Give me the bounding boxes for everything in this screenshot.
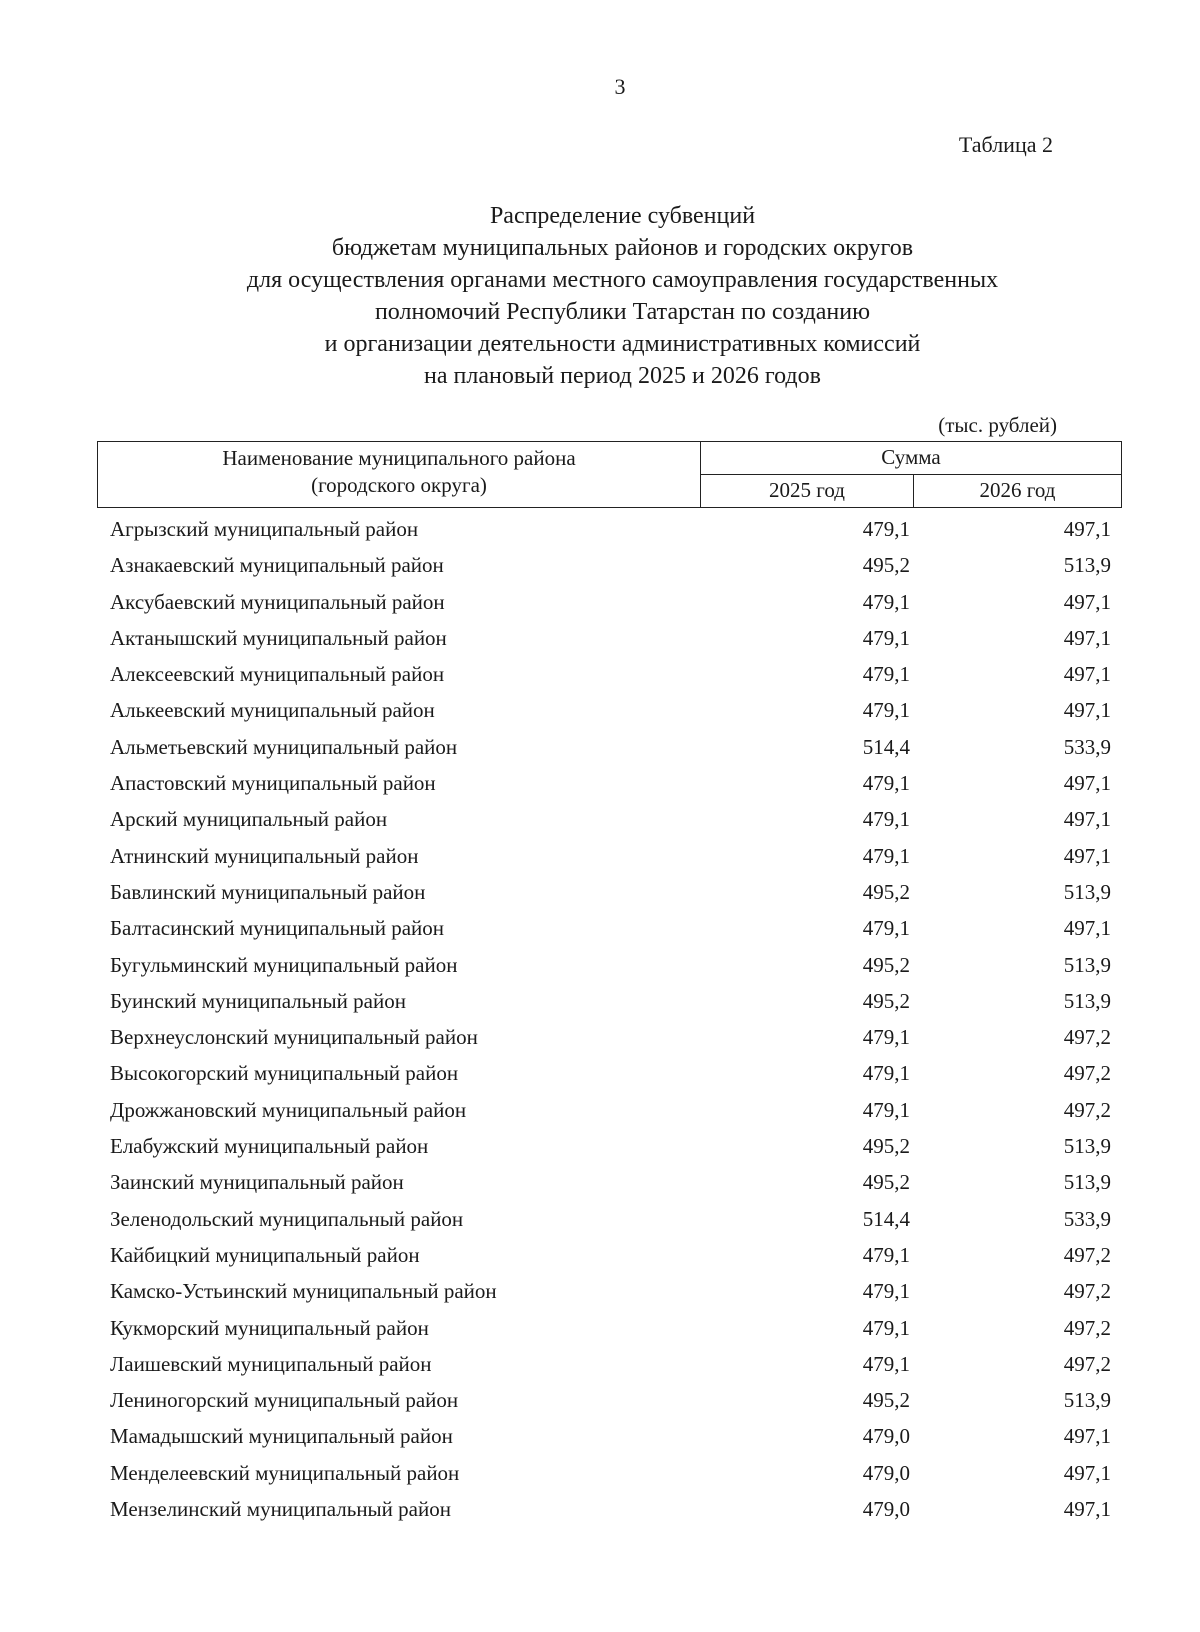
row-value-2026: 513,9 [1063, 1388, 1111, 1413]
row-name: Кукморский муниципальный район [110, 1315, 429, 1340]
table-row [0, 547, 1200, 583]
row-value-2026: 513,9 [1063, 879, 1111, 904]
table-label: Таблица 2 [958, 132, 1053, 157]
table-row [0, 1092, 1200, 1128]
row-name: Буинский муниципальный район [110, 988, 406, 1013]
table-row [0, 910, 1200, 946]
table-row [0, 1455, 1200, 1491]
row-value-2025: 495,2 [862, 952, 910, 977]
row-value-2026: 497,1 [1063, 843, 1111, 868]
table-row [0, 947, 1200, 983]
row-name: Мензелинский муниципальный район [110, 1497, 451, 1522]
row-name: Алексеевский муниципальный район [110, 662, 445, 687]
row-value-2025: 479,1 [862, 1351, 910, 1376]
header-name-line1: Наименование муниципального района [222, 446, 576, 470]
header-name-cell [98, 442, 701, 507]
table-row [0, 584, 1200, 620]
row-value-2026: 497,2 [1063, 1242, 1111, 1267]
row-value-2026: 497,1 [1063, 807, 1111, 832]
title-line: для осуществления органами местного самоуправления государственных [246, 267, 999, 293]
row-value-2025: 479,0 [862, 1497, 910, 1522]
table-row [0, 1491, 1200, 1527]
title-line: Распределение субвенций [489, 203, 756, 229]
row-value-2025: 479,1 [862, 1279, 910, 1304]
row-value-2025: 495,2 [862, 879, 910, 904]
table-row [0, 838, 1200, 874]
row-value-2026: 497,1 [1063, 1497, 1111, 1522]
row-value-2026: 533,9 [1063, 734, 1111, 759]
row-name: Атнинский муниципальный район [110, 843, 419, 868]
table-row [0, 656, 1200, 692]
table-body [0, 511, 1200, 1527]
table-row [0, 801, 1200, 837]
row-name: Арский муниципальный район [110, 807, 388, 832]
row-name: Камско-Устьинский муниципальный район [110, 1279, 497, 1304]
header-year-2025: 2025 год [701, 475, 914, 507]
row-value-2025: 479,1 [862, 662, 910, 687]
row-name: Апастовский муниципальный район [110, 771, 436, 796]
table-row [0, 1055, 1200, 1091]
row-name: Актанышский муниципальный район [110, 625, 447, 650]
row-value-2025: 479,1 [862, 1025, 910, 1050]
row-value-2026: 497,1 [1063, 916, 1111, 941]
table-row [0, 765, 1200, 801]
row-name: Высокогорский муниципальный район [110, 1061, 459, 1086]
row-value-2026: 497,1 [1063, 589, 1111, 614]
table-row [0, 1128, 1200, 1164]
header-year-2026: 2026 год [979, 478, 1056, 502]
row-value-2026: 497,1 [1063, 771, 1111, 796]
row-value-2025: 479,1 [862, 698, 910, 723]
unit-label: (тыс. рублей) [938, 413, 1057, 437]
table-header [97, 441, 1122, 508]
row-value-2025: 479,1 [862, 916, 910, 941]
row-name: Зеленодольский муниципальный район [110, 1206, 464, 1231]
row-value-2025: 479,1 [862, 843, 910, 868]
row-value-2025: 479,1 [862, 1061, 910, 1086]
row-value-2026: 497,1 [1063, 698, 1111, 723]
row-value-2025: 479,1 [862, 1097, 910, 1122]
row-name: Альметьевский муниципальный район [110, 734, 458, 759]
row-value-2026: 513,9 [1063, 1170, 1111, 1195]
row-value-2026: 497,1 [1063, 662, 1111, 687]
row-value-2025: 479,1 [862, 807, 910, 832]
table-row [0, 511, 1200, 547]
row-value-2026: 513,9 [1063, 553, 1111, 578]
row-name: Алькеевский муниципальный район [110, 698, 435, 723]
header-name-line2: (городского округа) [311, 473, 487, 497]
row-value-2026: 513,9 [1063, 952, 1111, 977]
table-row [0, 874, 1200, 910]
title-line: бюджетам муниципальных районов и городских округов [331, 235, 914, 261]
row-name: Агрызский муниципальный район [110, 517, 419, 541]
table-row [0, 729, 1200, 765]
table-row [0, 1346, 1200, 1382]
row-name: Балтасинский муниципальный район [110, 916, 445, 941]
row-value-2025: 479,1 [862, 589, 910, 614]
table-row [0, 1382, 1200, 1418]
row-value-2026: 497,2 [1063, 1279, 1111, 1304]
row-name: Аксубаевский муниципальный район [110, 589, 445, 614]
row-name: Бавлинский муниципальный район [110, 879, 426, 904]
row-value-2025: 514,4 [862, 1206, 910, 1231]
row-value-2026: 497,2 [1063, 1315, 1111, 1340]
document-title [150, 200, 1095, 392]
row-value-2026: 513,9 [1063, 988, 1111, 1013]
row-value-2025: 495,2 [862, 1134, 910, 1159]
row-value-2026: 513,9 [1063, 1134, 1111, 1159]
page-number: 3 [614, 74, 626, 99]
header-sum-cell: Сумма [701, 442, 1121, 475]
table-row [0, 692, 1200, 728]
row-name: Азнакаевский муниципальный район [110, 553, 444, 578]
row-value-2026: 497,2 [1063, 1061, 1111, 1086]
title-line: полномочий Республики Татарстан по созданию [374, 299, 871, 325]
table-row [0, 1164, 1200, 1200]
row-value-2026: 533,9 [1063, 1206, 1111, 1231]
row-value-2025: 479,0 [862, 1460, 910, 1485]
table-row [0, 1201, 1200, 1237]
table-row [0, 1310, 1200, 1346]
row-value-2026: 497,1 [1063, 517, 1111, 541]
table-row [0, 1019, 1200, 1055]
row-value-2025: 479,1 [862, 1242, 910, 1267]
table-row [0, 1237, 1200, 1273]
row-value-2025: 479,1 [862, 625, 910, 650]
row-name: Мамадышский муниципальный район [110, 1424, 453, 1449]
row-value-2025: 479,1 [862, 1315, 910, 1340]
row-name: Лениногорский муниципальный район [110, 1388, 459, 1413]
title-line: и организации деятельности административных комиссий [324, 331, 921, 357]
row-value-2025: 479,1 [862, 517, 910, 541]
row-value-2026: 497,1 [1063, 625, 1111, 650]
row-name: Бугульминский муниципальный район [110, 952, 458, 977]
row-value-2026: 497,2 [1063, 1025, 1111, 1050]
row-name: Дрожжановский муниципальный район [110, 1097, 467, 1122]
row-value-2025: 495,2 [862, 1170, 910, 1195]
table-row [0, 620, 1200, 656]
row-value-2025: 495,2 [862, 553, 910, 578]
row-value-2025: 479,1 [862, 771, 910, 796]
row-name: Кайбицкий муниципальный район [110, 1242, 420, 1267]
row-value-2025: 495,2 [862, 1388, 910, 1413]
row-value-2025: 514,4 [862, 734, 910, 759]
row-value-2026: 497,1 [1063, 1460, 1111, 1485]
title-line: на плановый период 2025 и 2026 годов [424, 363, 821, 389]
table-row [0, 1273, 1200, 1309]
table-row [0, 1418, 1200, 1454]
row-name: Менделеевский муниципальный район [110, 1460, 460, 1485]
row-name: Верхнеуслонский муниципальный район [110, 1025, 478, 1050]
row-name: Заинский муниципальный район [110, 1170, 404, 1195]
row-name: Лаишевский муниципальный район [110, 1351, 432, 1376]
row-value-2026: 497,1 [1063, 1424, 1111, 1449]
table-row [0, 983, 1200, 1019]
row-value-2025: 479,0 [862, 1424, 910, 1449]
row-value-2025: 495,2 [862, 988, 910, 1013]
row-value-2026: 497,2 [1063, 1097, 1111, 1122]
row-name: Елабужский муниципальный район [110, 1134, 429, 1159]
row-value-2026: 497,2 [1063, 1351, 1111, 1376]
